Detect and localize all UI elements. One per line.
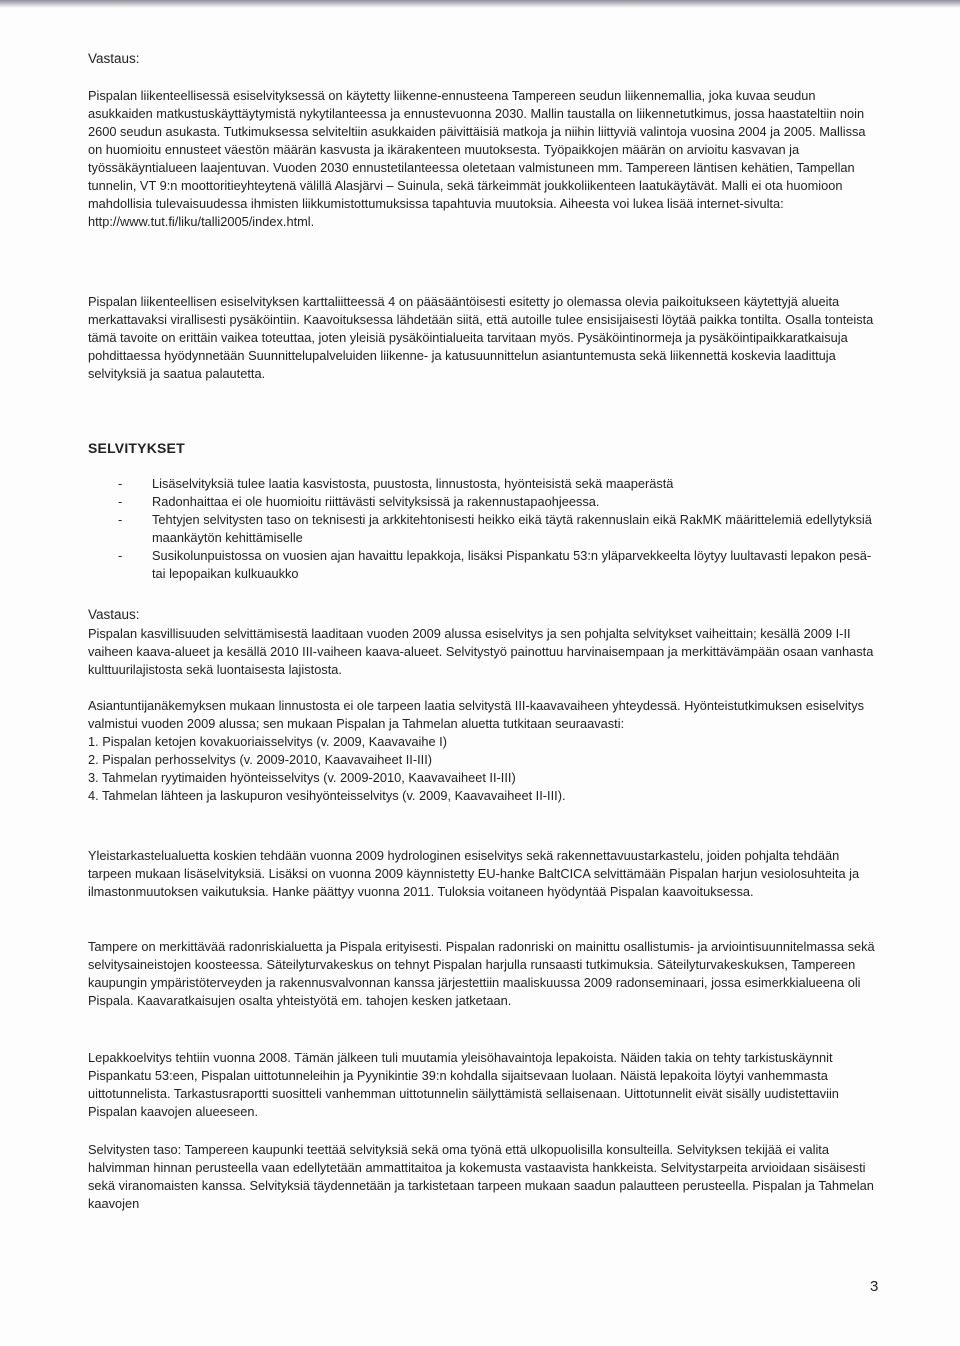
numbered-list	[88, 733, 878, 805]
list-item: 4. Tahmelan lähteen ja laskupuron vesihyönteisselvitys (v. 2009, Kaavavaiheet II-III).	[88, 788, 566, 803]
scan-top-edge	[0, 0, 960, 8]
list-item: 2. Pispalan perhosselvitys (v. 2009-2010, Kaavavaiheet II-III)	[88, 752, 433, 767]
paragraph-bats	[88, 1049, 878, 1121]
paragraph-survey-level	[88, 1141, 878, 1213]
list-item: 1. Pispalan ketojen kovakuoriaisselvitys (v. 2009, Kaavavaihe I)	[88, 734, 447, 749]
paragraph-traffic-model	[88, 87, 878, 231]
list-item: 3. Tahmelan ryytimaiden hyönteisselvitys (v. 2009-2010, Kaavavaiheet II-III)	[88, 770, 516, 785]
paragraph-insects	[88, 697, 878, 805]
list-item: - Radonhaittaa ei ole huomioitu riittävästi selvityksissä ja rakennustapaohjeessa.	[88, 493, 878, 511]
paragraph-text: Pispalan kasvillisuuden selvittämisestä laaditaan vuoden 2009 alussa esiselvitys ja sen pohjalta selvitykset vaiheittain; kesällä 2009 I-II vaiheen kaava-alueet ja kesällä 2010 III-vaiheen kaava-alueet. Selvitystyö painottuu harvinaisempaan ja merkittävämpään osaan vanhasta kulttuurilajistosta sekä luontaisesta lajistosta.	[88, 626, 874, 677]
paragraph-parking	[88, 293, 878, 383]
answer-label-1: Vastaus:	[88, 51, 140, 66]
paragraph-text: Selvitysten taso: Tampereen kaupunki teettää selvityksiä sekä oma työnä että ulkopuolisilla konsulteilla. Selvityksen tekijää ei valita halvimman hinnan perusteella vaan edellytetään ammattitaitoa ja kokemusta vastaavista hankkeista. Selvitystarpeita arvioidaan sisäisesti sekä viranomaisten kanssa. Selvityksiä täydennetään ja tarkistetaan tarpeen mukaan saadun palautteen perusteella. Pispalan ja Tahmelan kaavojen	[88, 1142, 874, 1211]
bullet-list	[88, 475, 878, 583]
paragraph-text: Lepakkoelvitys tehtiin vuonna 2008. Tämän jälkeen tuli muutamia yleisöhavaintoja lepakoista. Näiden takia on tehty tarkistuskäynnit Pispankatu 53:een, Pispalan uittotunneleihin ja Pyynikintie 39:n kohdalla sijaitsevaan luolaan. Näistä lepakoita löytyi vanhemmasta uittotunnelista. Tarkastusraportti suositteli vanhemman uittotunnelin säilyttämistä sellaisenaan. Uittotunnelit eivät sisälly uudistettaviin Pispalan kaavojen alueeseen.	[88, 1050, 839, 1119]
section-heading: SELVITYKSET	[88, 440, 185, 456]
paragraph-text: Tampere on merkittävää radonriskialuetta ja Pispala erityisesti. Pispalan radonriski on mainittu osallistumis- ja arviointisuunnitelmassa sekä selvitysaineistojen koosteessa. Säteilyturvakeskus on tehnyt Pispalan harjulla runsaasti tutkimuksia. Säteilyturvakeskuksen, Tampereen kaupungin ympäristöterveyden ja rakennusvalvonnan kanssa järjestettiin maaliskuussa 2009 radonseminaari, jossa esimerkkialueena oli Pispala. Kaavaratkaisujen osalta yhteistyötä em. tahojen kesken jatketaan.	[88, 939, 875, 1008]
answer-label-2: Vastaus:	[88, 607, 140, 622]
paragraph-text: Asiantuntijanäkemyksen mukaan linnustosta ei ole tarpeen laatia selvitystä III-kaavavaiheen yhteydessä. Hyönteistutkimuksen esiselvitys valmistui vuoden 2009 alussa; sen mukaan Pispalan ja Tahmelan aluetta tutkitaan seuraavasti:	[88, 698, 865, 731]
paragraph-text: Pispalan liikenteellisessä esiselvityksessä on käytetty liikenne-ennusteena Tampereen seudun liikennemallia, joka kuvaa seudun asukkaiden matkustuskäyttäytymistä nykytilanteessa ja ennustevuonna 2030. Mallin taustalla on liikennetutkimus, jossa haastateltiin noin 2600 seudun asukasta. Tutkimuksessa selviteltiin asukkaiden päivittäisiä matkoja ja niihin liittyviä valintoja vuosina 2004 ja 2005. Mallissa on huomioitu ennusteet väestön määrän kasvusta ja ikärakenteen muutoksesta. Työpaikkojen määrän on arvioitu kasvavan ja työssäkäyntialueen laajentuvan. Vuoden 2030 ennustetilanteessa oletetaan valmistuneen mm. Tampereen läntisen kehätien, Tampellan tunnelin, VT 9:n moottoritieyhteytenä välillä Alasjärvi – Suinula, sekä tärkeimmät joukkoliikenteen laatukäytävät. Malli ei ota huomioon mahdollisia tulevaisuudessa ihmisten liikkumistottumuksissa tapahtuvia muutoksia. Aiheesta voi lukea lisää internet-sivulta: http://www.tut.fi/liku/talli2005/index.html.	[88, 88, 866, 229]
list-item: - Tehtyjen selvitysten taso on teknisesti ja arkkitehtonisesti heikko eikä täytä rakennuslain eikä RakMK määrittelemiä edellytyksiä maankäytön kehittämiselle	[88, 511, 878, 547]
list-item: - Susikolunpuistossa on vuosien ajan havaittu lepakkoja, lisäksi Pispankatu 53:n yläparvekkeelta löytyy luultavasti lepakon pesä- tai lepopaikan kulkuaukko	[88, 547, 878, 583]
paragraph-text: Pispalan liikenteellisen esiselvityksen karttaliitteessä 4 on pääsääntöisesti esitetty jo olemassa olevia paikoitukseen käytettyjä alueita merkattavaksi virallisesti pysäköintiin. Kaavoituksessa lähdetään siitä, että autoille tulee ensisijaisesti löytää paikka tontilta. Osalla tonteista tämä tavoite on erittäin vaikea toteuttaa, joten yleisiä pysäköintialueita tarvitaan myös. Pysäköintinormeja ja pysäköintipaikkaratkaisuja pohdittaessa hyödynnetään Suunnittelupalveluiden liikenne- ja katusuunnittelun asiantuntemusta sekä liikennettä koskevia laadittuja selvityksiä ja saatua palautetta.	[88, 294, 874, 381]
page-number: 3	[870, 1278, 879, 1295]
paragraph-hydrology	[88, 847, 878, 901]
paragraph-text: Yleistarkastelualuetta koskien tehdään vuonna 2009 hydrologinen esiselvitys sekä rakennettavuustarkastelu, joiden pohjalta tehdään tarpeen mukaan lisäselvityksiä. Lisäksi on vuonna 2009 käynnistetty EU-hanke BaltCICA selvittämään Pispalan harjun vesiolosuhteita ja ilmastonmuutoksen vaikutuksia. Hanke päättyy vuonna 2011. Tuloksia voitaneen hyödyntää Pispalan kaavoituksessa.	[88, 848, 860, 899]
list-item: - Lisäselvityksiä tulee laatia kasvistosta, puustosta, linnustosta, hyönteisistä sekä maaperästä	[88, 475, 878, 493]
paragraph-radon	[88, 938, 878, 1010]
paragraph-vegetation	[88, 625, 878, 679]
